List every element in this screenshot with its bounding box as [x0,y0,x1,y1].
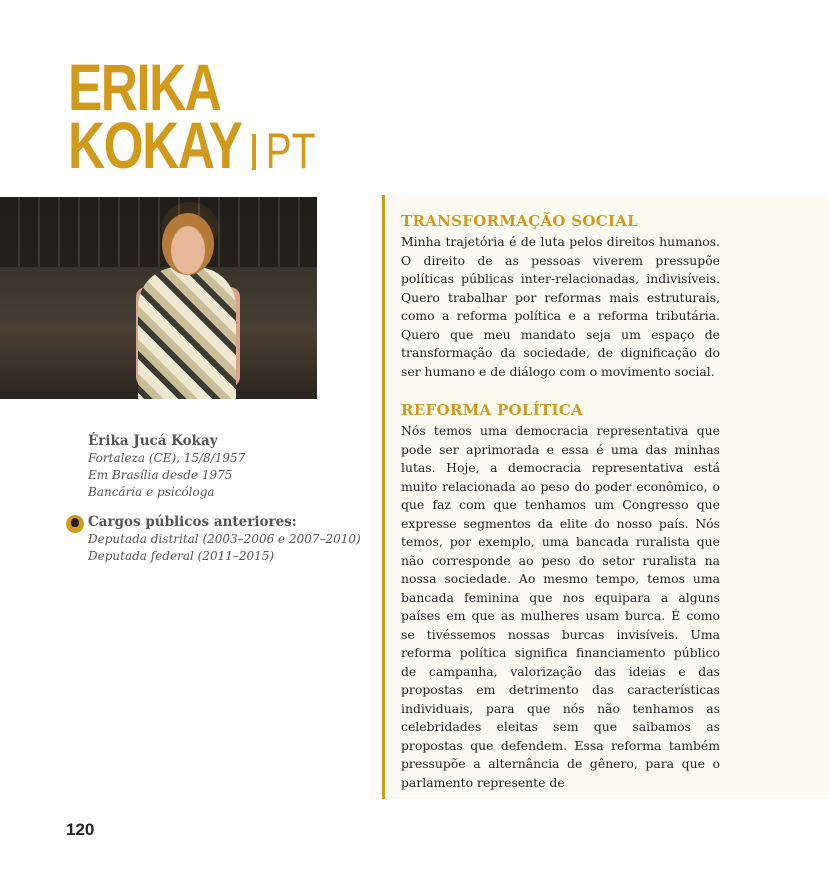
photo-background [0,197,317,267]
party-name: PT [265,123,316,179]
section-text: Minha trajetória é de luta pelos direitos humanos. O direito de as pessoas viverem pressupõe políticas públicas inter-relacionadas, indivisíveis. Quero trabalhar por reformas mais estruturais, como a reforma política e a reforma tributária. Quero que meu mandato seja um espaço de transformação da sociedade, de dignificação do ser humano e de diálogo com o movimento social. [401,234,720,379]
page-number: 120 [66,820,95,839]
section-text: Nós temos uma democracia representativa que pode ser aprimorada e essa é uma das minhas lutas. Hoje, a democracia representativa está muito relacionada ao peso do poder econômico, o que faz com que tenhamos um Congresso que expresse segmentos da elite do nosso país. Nós temos, por exemplo, uma bancada ruralista que não corresponde ao peso do setor ruralista na nossa sociedade. Ao mesmo tempo, temos uma bancada feminina que nos equipara a alguns países em que as mulheres usam burca. É como se tivéssemos nossas burcas invisíveis. Uma reforma política significa financiamento público de campanha, valorização das ideias e das propostas em detrimento das características individuais, para que nós não tenhamos as celebridades eleitas sem que saibamos as propostas que defendem. Essa reforma também pressupõe a alternância de gênero, para que o parlamento represente de [401,423,720,790]
previous-offices [66,514,361,565]
party-label [252,123,315,179]
bio-profession: Bancária e psicóloga [88,485,215,499]
previous-offices-body [88,514,361,565]
last-name: KOKAY [68,108,242,182]
party-divider [252,134,256,170]
photo-head [162,213,214,275]
first-name: ERIKA [68,50,221,124]
last-name-row [68,108,316,182]
previous-offices-title: Cargos públicos anteriores: [88,514,297,530]
portrait-photo [0,197,317,399]
office-item: Deputada distrital (2003–2006 e 2007–2010) [88,532,361,546]
section-title: REFORMA POLÍTICA [401,401,584,419]
bio-full-name: Érika Jucá Kokay [88,433,218,449]
panel-content [401,210,720,810]
section-title: TRANSFORMAÇÃO SOCIAL [401,212,639,230]
person-icon [66,515,84,533]
photo-dress [138,267,236,399]
candidate-name [68,50,316,182]
panel-divider [382,195,385,799]
bio-block [88,433,245,501]
bio-residence: Em Brasília desde 1975 [88,468,233,482]
bio-birth: Fortaleza (CE), 15/8/1957 [88,451,246,465]
office-item: Deputada federal (2011–2015) [88,549,275,563]
